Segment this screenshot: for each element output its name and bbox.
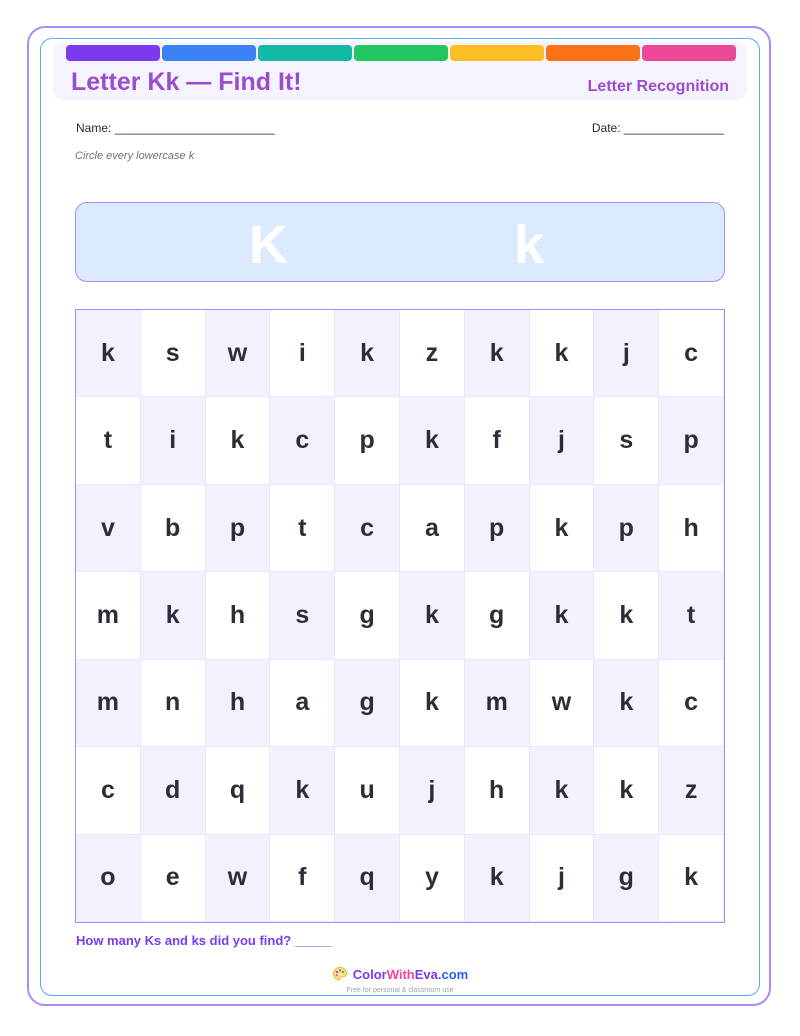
letter-cell[interactable]: p — [335, 397, 400, 484]
letter-cell[interactable]: k — [530, 485, 595, 572]
letter-cell[interactable]: k — [530, 747, 595, 834]
date-field[interactable]: Date: _______________ — [591, 121, 724, 135]
letter-cell[interactable]: f — [465, 397, 530, 484]
letter-cell[interactable]: u — [335, 747, 400, 834]
letter-cell[interactable]: v — [76, 485, 141, 572]
letter-cell[interactable]: e — [141, 835, 206, 922]
letter-cell[interactable]: h — [659, 485, 724, 572]
brand-color: Color — [352, 966, 387, 982]
instruction-text: Circle every lowercase k — [75, 150, 195, 162]
letter-cell[interactable]: p — [465, 485, 530, 572]
brand-eva: Eva — [414, 966, 438, 982]
letter-cell[interactable]: c — [659, 310, 724, 397]
letter-cell[interactable]: c — [659, 660, 724, 747]
letter-cell[interactable]: k — [465, 835, 530, 922]
letter-cell[interactable]: k — [530, 310, 595, 397]
letter-cell[interactable]: m — [465, 660, 530, 747]
banner-uppercase-letter: K — [249, 215, 288, 275]
letter-cell[interactable]: k — [141, 572, 206, 659]
letter-cell[interactable]: t — [659, 572, 724, 659]
letter-cell[interactable]: q — [335, 835, 400, 922]
page-title: Letter Kk — Find It! — [71, 68, 302, 96]
letter-cell[interactable]: d — [141, 747, 206, 834]
rainbow-segment — [258, 45, 352, 61]
letter-cell[interactable]: k — [270, 747, 335, 834]
letter-cell[interactable]: a — [400, 485, 465, 572]
count-question: How many Ks and ks did you find? _____ — [76, 933, 332, 948]
letter-banner — [75, 202, 725, 282]
letter-cell[interactable]: k — [400, 660, 465, 747]
letter-cell[interactable]: j — [530, 397, 595, 484]
letter-cell[interactable]: w — [206, 310, 271, 397]
footer — [0, 966, 800, 994]
letter-cell[interactable]: c — [270, 397, 335, 484]
letter-cell[interactable]: p — [659, 397, 724, 484]
brand-with: With — [386, 966, 415, 982]
letter-cell[interactable]: s — [141, 310, 206, 397]
letter-cell[interactable]: c — [335, 485, 400, 572]
banner-lowercase-letter: k — [514, 215, 545, 275]
brand-domain: .com — [437, 966, 469, 982]
rainbow-segment — [450, 45, 544, 61]
letter-cell[interactable]: b — [141, 485, 206, 572]
page-subtitle: Letter Recognition — [587, 78, 729, 95]
letter-cell[interactable]: w — [530, 660, 595, 747]
rainbow-segment — [66, 45, 160, 61]
letter-cell[interactable]: k — [659, 835, 724, 922]
letter-cell[interactable]: k — [400, 572, 465, 659]
letter-cell[interactable]: k — [594, 747, 659, 834]
footer-tagline: Free for personal & classroom use — [346, 987, 454, 994]
letter-cell[interactable]: h — [206, 660, 271, 747]
letter-cell[interactable]: p — [594, 485, 659, 572]
rainbow-segment — [546, 45, 640, 61]
letter-cell[interactable]: s — [594, 397, 659, 484]
letter-cell[interactable]: k — [594, 660, 659, 747]
rainbow-segment — [162, 45, 256, 61]
letter-cell[interactable]: k — [76, 310, 141, 397]
letter-cell[interactable]: o — [76, 835, 141, 922]
letter-cell[interactable]: k — [206, 397, 271, 484]
letter-cell[interactable]: k — [594, 572, 659, 659]
letter-cell[interactable]: y — [400, 835, 465, 922]
letter-cell[interactable]: g — [465, 572, 530, 659]
letter-cell[interactable]: q — [206, 747, 271, 834]
letter-cell[interactable]: a — [270, 660, 335, 747]
letter-cell[interactable]: f — [270, 835, 335, 922]
letter-cell[interactable]: k — [335, 310, 400, 397]
letter-cell[interactable]: j — [400, 747, 465, 834]
brand-row — [332, 966, 468, 982]
letter-cell[interactable]: i — [141, 397, 206, 484]
name-field[interactable]: Name: ________________________ — [76, 121, 275, 135]
letter-cell[interactable]: i — [270, 310, 335, 397]
letter-cell[interactable]: w — [206, 835, 271, 922]
letter-cell[interactable]: j — [594, 310, 659, 397]
letter-grid — [75, 309, 725, 923]
letter-cell[interactable]: t — [76, 397, 141, 484]
rainbow-bar — [66, 45, 736, 61]
letter-cell[interactable]: c — [76, 747, 141, 834]
letter-cell[interactable]: k — [530, 572, 595, 659]
letter-cell[interactable]: h — [206, 572, 271, 659]
letter-cell[interactable]: s — [270, 572, 335, 659]
letter-cell[interactable]: g — [594, 835, 659, 922]
letter-cell[interactable]: t — [270, 485, 335, 572]
letter-cell[interactable]: m — [76, 660, 141, 747]
letter-cell[interactable]: n — [141, 660, 206, 747]
letter-cell[interactable]: j — [530, 835, 595, 922]
letter-cell[interactable]: k — [400, 397, 465, 484]
letter-cell[interactable]: g — [335, 660, 400, 747]
letter-cell[interactable]: k — [465, 310, 530, 397]
brand-name — [353, 967, 468, 982]
palette-icon — [332, 966, 348, 982]
rainbow-segment — [354, 45, 448, 61]
letter-cell[interactable]: p — [206, 485, 271, 572]
letter-cell[interactable]: g — [335, 572, 400, 659]
letter-cell[interactable]: m — [76, 572, 141, 659]
letter-cell[interactable]: h — [465, 747, 530, 834]
letter-cell[interactable]: z — [659, 747, 724, 834]
rainbow-segment — [642, 45, 736, 61]
letter-cell[interactable]: z — [400, 310, 465, 397]
